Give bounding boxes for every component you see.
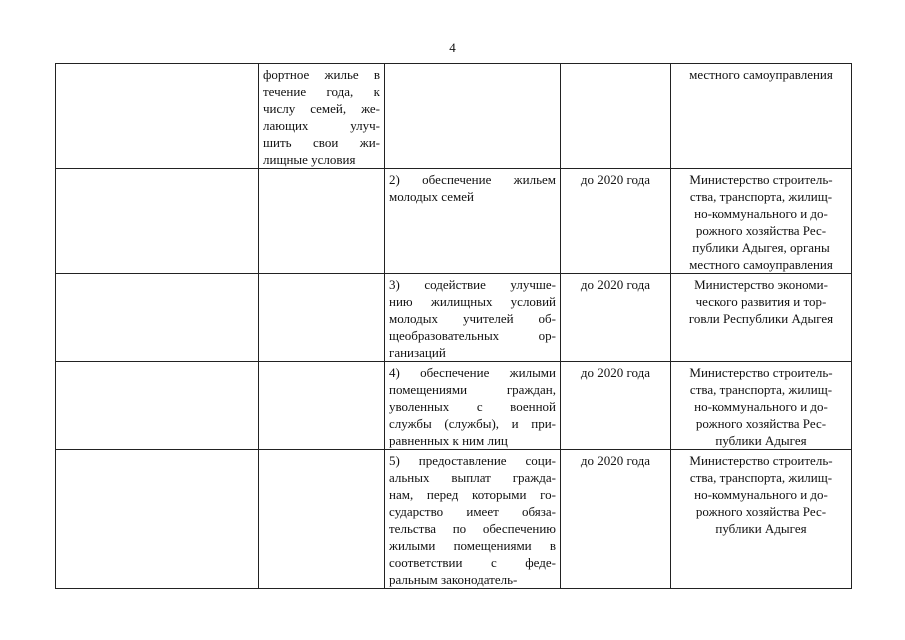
cell-text-line: молодых учителей об-	[389, 311, 556, 326]
cell-text-line: жилыми помещениями в	[389, 538, 556, 553]
cell-text-line: но-коммунального и до-	[694, 399, 828, 414]
cell-text-line: числу семей, же-	[263, 101, 380, 116]
cell-text-line: рожного хозяйства Рес-	[695, 416, 827, 431]
cell-text-line: но-коммунального и до-	[694, 206, 828, 221]
cell-text-line: Министерство строитель-	[689, 365, 833, 380]
cell-text-line: шить свои жи-	[263, 135, 380, 150]
table-row	[56, 64, 852, 169]
cell-text-line: 4) обеспечение жилыми	[389, 365, 556, 380]
cell-responsible	[671, 169, 852, 274]
cell-col1	[56, 362, 259, 450]
cell-target	[259, 274, 385, 362]
cell-measure	[385, 450, 561, 589]
cell-target	[259, 362, 385, 450]
cell-col1	[56, 450, 259, 589]
cell-deadline	[561, 169, 671, 274]
cell-text-line: нию жилищных условий	[389, 294, 556, 309]
cell-text-line: Министерство строитель-	[689, 172, 833, 187]
cell-text-line: ческого развития и тор-	[695, 294, 827, 309]
cell-text-line: уволенных с военной	[389, 399, 556, 414]
cell-text-line: щеобразовательных ор-	[389, 328, 556, 343]
deadline-text: до 2020 года	[580, 277, 651, 292]
cell-deadline	[561, 362, 671, 450]
cell-text-line: молодых семей	[389, 189, 474, 204]
cell-measure	[385, 169, 561, 274]
cell-measure	[385, 64, 561, 169]
cell-text-line: говли Республики Адыгея	[688, 311, 834, 326]
cell-text-line: течение года, к	[263, 84, 380, 99]
cell-col1	[56, 64, 259, 169]
cell-text-line: но-коммунального и до-	[694, 487, 828, 502]
cell-target	[259, 450, 385, 589]
cell-measure	[385, 274, 561, 362]
cell-responsible	[671, 450, 852, 589]
cell-text-line: рожного хозяйства Рес-	[695, 504, 827, 519]
cell-text-line: ральным законодатель-	[389, 572, 518, 587]
cell-deadline	[561, 274, 671, 362]
cell-text-line: ганизаций	[389, 345, 446, 360]
cell-text-line: фортное жилье в	[263, 67, 380, 82]
cell-text-line: альных выплат гражда-	[389, 470, 556, 485]
cell-text-line: публики Адыгея	[715, 433, 807, 448]
cell-responsible	[671, 362, 852, 450]
cell-text-line: рожного хозяйства Рес-	[695, 223, 827, 238]
table-row	[56, 274, 852, 362]
cell-text-line: публики Адыгея	[715, 521, 807, 536]
page-number: 4	[449, 40, 456, 55]
cell-text-line: нам, перед которыми го-	[389, 487, 556, 502]
cell-text-line: ства, транспорта, жилищ-	[689, 189, 833, 204]
cell-deadline	[561, 64, 671, 169]
cell-text-line: местного самоуправления	[689, 257, 833, 272]
cell-text-line: ства, транспорта, жилищ-	[689, 382, 833, 397]
cell-text-line: 3) содействие улучше-	[389, 277, 556, 292]
cell-text-line: Министерство экономи-	[694, 277, 828, 292]
cell-text-line: тельства по обеспечению	[389, 521, 556, 536]
deadline-text: до 2020 года	[580, 172, 651, 187]
cell-responsible	[671, 274, 852, 362]
cell-text-line: сударство имеет обяза-	[389, 504, 556, 519]
cell-deadline	[561, 450, 671, 589]
cell-text-line: ства, транспорта, жилищ-	[689, 470, 833, 485]
table-row	[56, 169, 852, 274]
cell-text-line: помещениями граждан,	[389, 382, 556, 397]
table-row	[56, 450, 852, 589]
cell-text-line: 5) предоставление соци-	[389, 453, 556, 468]
deadline-text: до 2020 года	[580, 365, 651, 380]
cell-text-line: 2) обеспечение жильем	[389, 172, 556, 187]
cell-col1	[56, 169, 259, 274]
cell-target	[259, 64, 385, 169]
cell-col1	[56, 274, 259, 362]
cell-text-line: местного самоуправления	[689, 67, 833, 82]
cell-text-line: службы (службы), и при-	[389, 416, 556, 431]
cell-text-line: равненных к ним лиц	[389, 433, 508, 448]
cell-text-line: лищные условия	[263, 152, 356, 167]
cell-text-line: публики Адыгея, органы	[692, 240, 830, 255]
cell-text-line: соответствии с феде-	[389, 555, 556, 570]
cell-target	[259, 169, 385, 274]
cell-text-line: лающих улуч-	[263, 118, 380, 133]
program-table	[55, 63, 852, 589]
table-row	[56, 362, 852, 450]
cell-measure	[385, 362, 561, 450]
cell-text-line: Министерство строитель-	[689, 453, 833, 468]
deadline-text: до 2020 года	[580, 453, 651, 468]
cell-responsible	[671, 64, 852, 169]
